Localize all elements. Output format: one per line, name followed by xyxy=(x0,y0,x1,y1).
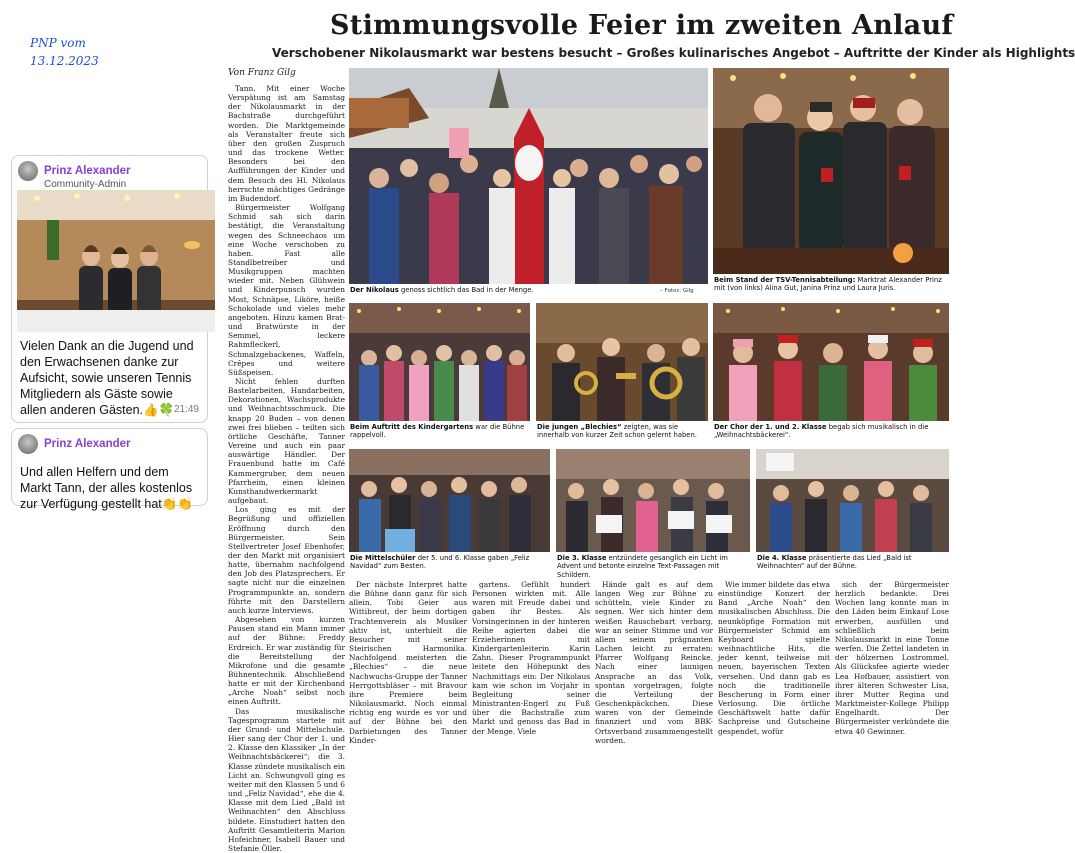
caption-mittelschueler xyxy=(350,554,550,571)
photo-klasse-3 xyxy=(556,449,750,552)
message-text: Vielen Dank an die Jugend und den Erwachsenen danke zur Aufsicht, sowie unseren Tennis Mitgliedern als Gäste sowie allen anderen Gästen.👍🍀 xyxy=(20,339,194,417)
newspaper-date-label: 13.12.2023 xyxy=(30,54,99,68)
paragraph: Tann. Mit einer Woche Verspätung ist am Samstag der Nikolausmarkt in der Bachstraße durchgeführt worden. Die Marktgemeinde als Veranstalter freute sich über den großen Zuspruch und das trockene Wetter. Besonders bei den Aufführungen der Kinder und dem Besuch des Hl. Nikolaus herrschte mächtiges Gedränge im Budendorf. xyxy=(228,84,345,203)
paragraph: Das musikalische Tagesprogramm startete mit der Grund- und Mittelschule. Hier sang der Chor der 1. und 2. Klasse den Klassiker „In der Weihnachtsbäckerei“; die 3. Klasse zündete musikalisch ein Licht an. Schwungvoll ging es weiter mit den Klassen 5 und 6 und „Feliz Navidad“, ehe die 4. Klasse mit dem Lied „Bald ist Weihnachten“ den Abschluss bildete. Einstudiert hatten den Auftritt Gesamtleiterin Marion Hofeichner, Isabell Bauer und Stefanie Öller. xyxy=(228,706,345,853)
paragraph: Wie immer bildete das etwa einstündige Konzert der Band „Arche Noah“ den musikalischen Abschluss. Die neunköpfige Formation mit Bürgermeister Schmid am Keyboard spielte weihnachtliche Hits, die jeder kennt, teilweise mit neuen, bayerischen Texten versehen. Und dann gab es noch die traditionelle Bescherung in Form einer Verlosung. Die örtliche Geschäftswelt hatte dafür Sachpreise und Gutscheine gespendet, wofür xyxy=(718,580,830,736)
caption-blechies xyxy=(537,423,709,440)
message-text: Und allen Helfern und dem Markt Tann, der alles kostenlos zur Verfügung gestellt hat👏👏 xyxy=(20,465,193,511)
paragraph: Abgesehen von kurzen Pausen stand ein Mann immer auf der Bühne: Freddy Erdreich. Er war zuständig für die Bereitstellung der Mikrofone und die gesamte Bühnentechnik. Abschließend hatte er mit der Kirchenband „Arche Noah“ selbst noch einen Auftritt. xyxy=(228,615,345,707)
article-headline: Stimmungsvolle Feier im zweiten Anlauf xyxy=(330,10,954,41)
caption-text: der 5. und 6. Klasse gaben „Feliz Navidad“ zum Besten. xyxy=(350,554,530,571)
article-column-4 xyxy=(595,580,713,745)
photo-credit: – Fotos: Gilg xyxy=(660,288,694,294)
chat-message-1 xyxy=(11,155,208,423)
caption-text: war die Bühne rappelvoll. xyxy=(350,423,525,440)
caption-bold: Beim Auftritt des Kindergartens xyxy=(350,423,474,431)
caption-chor xyxy=(714,423,950,440)
caption-text: entzündete gesanglich ein Licht im Advent und betonte einzelne Text-Passagen mit Schildern. xyxy=(557,554,728,579)
avatar[interactable] xyxy=(18,161,38,181)
caption-bold: Beim Stand der TSV-Tennisabteilung: xyxy=(714,276,856,284)
caption-text: genoss sichtlich das Bad in der Menge. xyxy=(398,286,534,294)
caption-text: zeigten, was sie innerhalb von kurzer Zeit schon gelernt haben. xyxy=(537,423,697,440)
caption-bold: Die jungen „Blechies“ xyxy=(537,423,622,431)
caption-text: begab sich musikalisch in die „Weihnachtsbäckerei“. xyxy=(714,423,929,440)
article-subheadline: Verschobener Nikolausmarkt war bestens besucht – Großes kulinarisches Angebot – Auftritte der Kinder als Highlights xyxy=(272,46,1075,60)
caption-bold: Die Mittelschüler xyxy=(350,554,416,562)
article-column-6 xyxy=(835,580,949,736)
article-byline: Von Franz Gilg xyxy=(228,68,296,78)
newspaper-source-label: PNP vom xyxy=(30,36,86,50)
photo-chor xyxy=(713,303,949,421)
chat-photo[interactable] xyxy=(17,190,215,332)
photo-mittelschueler xyxy=(349,449,550,552)
caption-text: präsentierte das Lied „Bald ist Weihnachten“ auf der Bühne. xyxy=(757,554,912,571)
sender-name[interactable]: Prinz Alexander xyxy=(44,438,131,450)
caption-nikolaus xyxy=(350,286,630,294)
caption-bold: Der Chor der 1. und 2. Klasse xyxy=(714,423,827,431)
sender-name[interactable]: Prinz Alexander xyxy=(44,165,131,177)
caption-bold: Der Nikolaus xyxy=(350,286,399,294)
message-time: 21:49 xyxy=(173,404,199,415)
photo-nikolaus xyxy=(349,68,708,284)
sender-role: Community-Admin xyxy=(44,179,127,190)
article-column-2 xyxy=(349,580,467,745)
photo-blechies xyxy=(536,303,708,421)
caption-bold: Die 3. Klasse xyxy=(557,554,607,562)
article-column-3 xyxy=(472,580,590,736)
paragraph: Der nächste Interpret hatte die Bühne dann ganz für sich allein. Tobi Geier aus Wittibreut, der beim dortigen Trachtenverein als Musiker aktiv ist, unterhielt die Besucher mit seiner Steirischen Harmonika. Nachfolgend meisterten die „Blechies“ – die neue Nachwuchs-Gruppe der Tanner Herrgottsbläser – mit Bravour ihre Premiere beim Nikolausmarkt. Noch einmal richtig eng wurde es vor und auf der Bühne bei den Darbietungen des Tanner Kinder- xyxy=(349,580,467,745)
caption-klasse-4 xyxy=(757,554,950,571)
caption-klasse-3 xyxy=(557,554,751,579)
paragraph: Nicht fehlen durften Bastelarbeiten, Handarbeiten, Dekorationen, Wachsprodukte und Weihnachtsschmuck. Die knapp 20 Buden – von denen zwei frei blieben – teilten sich örtliche Geschäfte, Tanner Vereine und auch ein paar auswärtige Händler. Der Frauenbund hatte im Café Kammergruber, dem neuen Pfarrheim, einen kleinen Kunsthandwerkermarkt aufgebaut. xyxy=(228,377,345,506)
photo-tsv-stand xyxy=(713,68,949,274)
paragraph: Bürgermeister Wolfgang Schmid sah sich darin bestätigt, die Veranstaltung wegen des Schneechaos um eine Woche verschoben zu haben. Fast alle Standlbetreiber und Musikgruppen machten wieder mit. Neben Glühwein und Kinderpunsch wurden Most, Schnäpse, Liköre, heiße Schokolade und vieles mehr angeboten. Hinzu kamen Brat- und Bratwürste in der Semmel, leckere Rahmfleckerl, Schmalzgebackenes, Waffeln, Crêpes und weitere Süßspeisen. xyxy=(228,203,345,377)
paragraph: gartens. Gefühlt hundert Personen wirkten mit. Alle waren mit Freude dabei und gaben ihr Bestes. Als Vorsingerinnen in der hinteren Reihe agierten dabei die Erzieherinnen mit Kindergartenleiterin Karin Zahn. Dieser Programmpunkt leitete den Höhepunkt des Nachmittags ein: Der Nikolaus kam wie schon im Vorjahr in Begleitung seiner Ministranten-Engerl zu Fuß über die Bachstraße zum Markt und genoss das Bad in der Menge. Viele xyxy=(472,580,590,736)
chat-message-2 xyxy=(11,428,208,511)
caption-text: Marktrat Alexander Prinz mit (von links) Alina Gut, Janina Prinz und Laura Juris. xyxy=(714,276,942,293)
caption-tsv xyxy=(714,276,950,293)
photo-kindergarten xyxy=(349,303,530,421)
paragraph: Hände galt es auf dem langen Weg zur Bühne zu schütteln, viele Kinder zu segnen. Wer sich hinter dem weißen Rauschebart verbarg, war an seiner Stimme und vor allem seinem prägnanten Lachen leicht zu erraten: Pfarrer Wolfgang Reincke. Nach einer launigen Ansprache an das Volk, spontan vorgetragen, folgte die Verteilung der Geschenkpäckchen. Diese waren von der Gemeinde finanziert und vom BBK-Ortsverband zusammengestellt worden. xyxy=(595,580,713,745)
avatar[interactable] xyxy=(18,434,38,454)
article-column-1 xyxy=(228,84,345,853)
article-column-5 xyxy=(718,580,830,736)
photo-klasse-4 xyxy=(756,449,949,552)
caption-kindergarten xyxy=(350,423,530,440)
paragraph: Los ging es mit der Begrüßung und offiziellen Eröffnung durch den Bürgermeister. Sein Stellvertreter Josef Ebenhofer, der den Markt mit organisiert hatte, übernahm nachfolgend den Job des Platzsprechers. Er sagte nicht nur die einzelnen Programmpunkte an, sondern führte mit den Darstellern auch kurze Interviews. xyxy=(228,505,345,615)
paragraph: sich der Bürgermeister herzlich bedankte. Drei Wochen lang konnte man in den Läden beim Einkauf Lose erwerben, ausfüllen und schließlich beim Nikolausmarkt in eine Tonne werfen. Die Zettel landeten in der hölzernen Lostrommel. Als Glücksfee agierte wieder Lea Hofbauer, assistiert von ihrer älteren Schwester Lisa, ihrer Mutter Regina und Marktmeister-Kollege Philipp Engelhardt. Der Bürgermeister verkündete die etwa 40 Gewinner. xyxy=(835,580,949,736)
caption-bold: Die 4. Klasse xyxy=(757,554,807,562)
